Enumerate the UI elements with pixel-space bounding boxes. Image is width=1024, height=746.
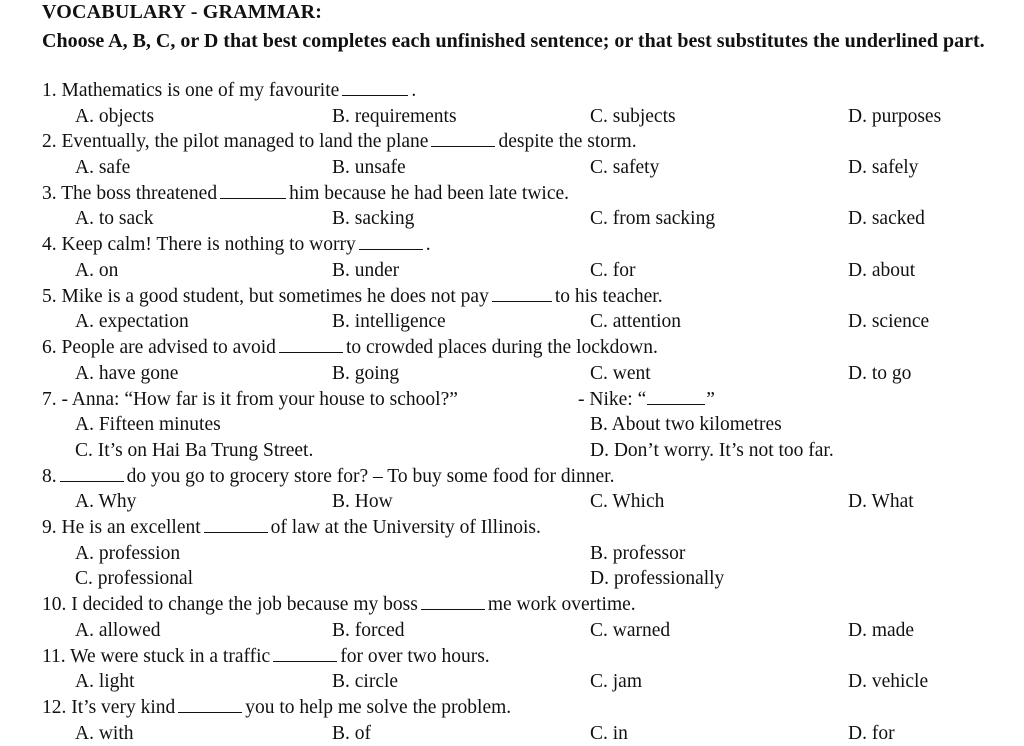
question-text-end: him because he had been late twice. xyxy=(289,183,570,204)
question-7-reply xyxy=(578,389,715,411)
option-a[interactable]: A. profession xyxy=(75,543,181,564)
option-d[interactable]: D. purposes xyxy=(848,106,942,127)
answer-blank xyxy=(492,288,552,302)
option-c[interactable]: C. safety xyxy=(590,157,660,178)
answer-blank xyxy=(204,519,268,533)
option-c[interactable]: C. subjects xyxy=(590,106,676,127)
question-1 xyxy=(42,80,416,102)
option-a[interactable]: A. expectation xyxy=(75,311,189,332)
answer-blank xyxy=(421,596,485,610)
question-text: 5. Mike is a good student, but sometimes he does not pay xyxy=(42,286,489,307)
option-c[interactable]: C. for xyxy=(590,260,636,281)
option-b[interactable]: B. of xyxy=(332,723,371,744)
option-a[interactable]: A. safe xyxy=(75,157,131,178)
question-text-end: to his teacher. xyxy=(554,286,663,307)
option-d[interactable]: D. science xyxy=(848,311,930,332)
reply-text-end: ” xyxy=(706,389,715,410)
option-d[interactable]: D. for xyxy=(848,723,895,744)
question-text-end: of law at the University of Illinois. xyxy=(270,517,541,538)
option-d[interactable]: D. What xyxy=(848,491,914,512)
option-a[interactable]: A. with xyxy=(75,723,134,744)
question-4 xyxy=(42,234,431,256)
question-text-end: to crowded places during the lockdown. xyxy=(345,337,658,358)
option-a[interactable]: A. objects xyxy=(75,106,155,127)
option-d[interactable]: D. professionally xyxy=(590,568,725,589)
option-b[interactable]: B. requirements xyxy=(332,106,457,127)
option-c[interactable]: C. professional xyxy=(75,568,194,589)
option-d[interactable]: D. Don’t worry. It’s not too far. xyxy=(590,440,834,461)
question-text: 11. We were stuck in a traffic xyxy=(42,646,271,667)
question-text: 8. xyxy=(42,466,57,487)
question-5 xyxy=(42,286,663,308)
option-b[interactable]: B. circle xyxy=(332,671,399,692)
option-b[interactable]: B. intelligence xyxy=(332,311,446,332)
question-text: 12. It’s very kind xyxy=(42,697,176,718)
option-a[interactable]: A. light xyxy=(75,671,135,692)
question-12 xyxy=(42,697,511,719)
option-d[interactable]: D. made xyxy=(848,620,915,641)
answer-blank xyxy=(178,699,242,713)
option-b[interactable]: B. sacking xyxy=(332,208,415,229)
option-b[interactable]: B. professor xyxy=(590,543,686,564)
question-3 xyxy=(42,183,569,205)
option-b[interactable]: B. forced xyxy=(332,620,405,641)
option-d[interactable]: D. to go xyxy=(848,363,912,384)
answer-blank xyxy=(359,236,423,250)
answer-blank xyxy=(647,391,705,405)
option-c[interactable]: C. from sacking xyxy=(590,208,716,229)
answer-blank xyxy=(273,648,337,662)
option-a[interactable]: A. Why xyxy=(75,491,137,512)
option-b[interactable]: B. unsafe xyxy=(332,157,406,178)
question-text: 7. - Anna: “How far is it from your house to school?” xyxy=(42,389,458,410)
option-c[interactable]: C. in xyxy=(590,723,628,744)
option-d[interactable]: D. safely xyxy=(848,157,919,178)
answer-blank xyxy=(60,468,124,482)
question-text: 10. I decided to change the job because my boss xyxy=(42,594,418,615)
option-b[interactable]: B. About two kilometres xyxy=(590,414,782,435)
question-text-end: do you go to grocery store for? – To buy some food for dinner. xyxy=(126,466,615,487)
answer-blank xyxy=(279,339,343,353)
question-text: 4. Keep calm! There is nothing to worry xyxy=(42,234,356,255)
question-text-end: despite the storm. xyxy=(498,131,637,152)
option-d[interactable]: D. sacked xyxy=(848,208,925,229)
question-text-end: . xyxy=(425,234,431,255)
option-c[interactable]: C. attention xyxy=(590,311,681,332)
reply-text: - Nike: “ xyxy=(578,389,647,410)
question-text-end: you to help me solve the problem. xyxy=(245,697,512,718)
question-6 xyxy=(42,337,658,359)
question-8 xyxy=(42,466,614,488)
question-9 xyxy=(42,517,541,539)
option-c[interactable]: C. went xyxy=(590,363,651,384)
option-a[interactable]: A. to sack xyxy=(75,208,154,229)
option-b[interactable]: B. going xyxy=(332,363,400,384)
option-a[interactable]: A. have gone xyxy=(75,363,179,384)
question-11 xyxy=(42,646,490,668)
option-d[interactable]: D. vehicle xyxy=(848,671,929,692)
option-c[interactable]: C. Which xyxy=(590,491,665,512)
instructions: Choose A, B, C, or D that best completes each unfinished sentence; or that best substitutes the underlined part. xyxy=(42,30,985,52)
option-c[interactable]: C. jam xyxy=(590,671,642,692)
option-c[interactable]: C. warned xyxy=(590,620,671,641)
option-a[interactable]: A. on xyxy=(75,260,119,281)
answer-blank xyxy=(342,82,408,96)
question-7 xyxy=(42,389,458,411)
question-text: 2. Eventually, the pilot managed to land the plane xyxy=(42,131,429,152)
option-a[interactable]: A. Fifteen minutes xyxy=(75,414,221,435)
question-text-end: me work overtime. xyxy=(487,594,636,615)
question-text-end: . xyxy=(411,80,417,101)
question-10 xyxy=(42,594,636,616)
option-d[interactable]: D. about xyxy=(848,260,916,281)
question-text-end: for over two hours. xyxy=(340,646,490,667)
option-b[interactable]: B. under xyxy=(332,260,400,281)
section-heading: VOCABULARY - GRAMMAR: xyxy=(42,1,323,23)
question-text: 6. People are advised to avoid xyxy=(42,337,276,358)
question-text: 3. The boss threatened xyxy=(42,183,218,204)
option-c[interactable]: C. It’s on Hai Ba Trung Street. xyxy=(75,440,314,461)
question-2 xyxy=(42,131,637,153)
answer-blank xyxy=(431,133,495,147)
option-b[interactable]: B. How xyxy=(332,491,393,512)
answer-blank xyxy=(220,185,286,199)
question-text: 1. Mathematics is one of my favourite xyxy=(42,80,340,101)
question-text: 9. He is an excellent xyxy=(42,517,201,538)
option-a[interactable]: A. allowed xyxy=(75,620,161,641)
